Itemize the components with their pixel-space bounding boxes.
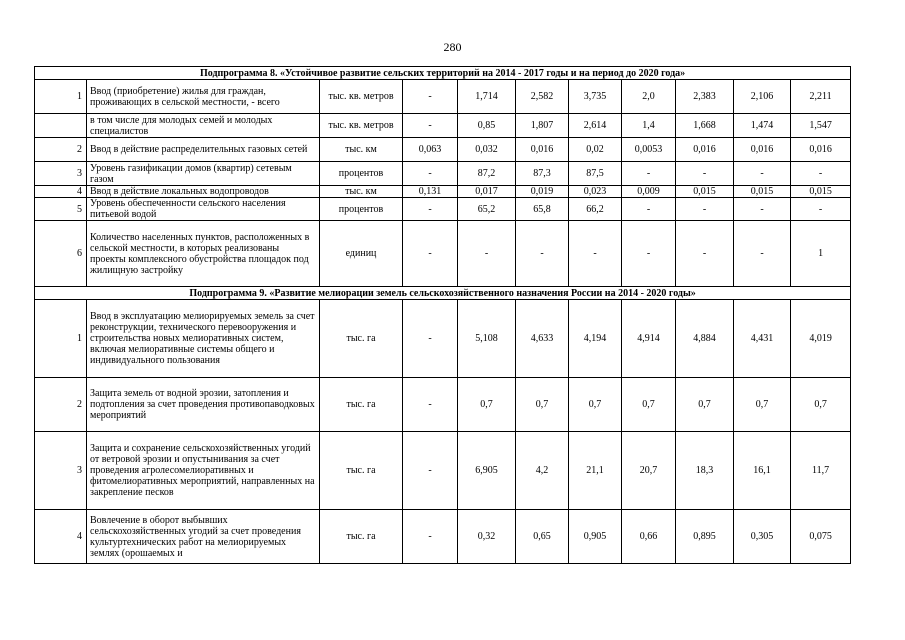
value-cell: 1,547 — [791, 114, 851, 138]
table-row — [35, 80, 851, 114]
row-number: 2 — [35, 378, 87, 432]
table-row — [35, 510, 851, 564]
value-cell: 0,015 — [734, 186, 791, 198]
value-cell: 4,914 — [622, 300, 676, 378]
value-cell: 0,131 — [403, 186, 458, 198]
row-number: 2 — [35, 138, 87, 162]
value-cell: 66,2 — [569, 198, 622, 221]
value-cell: 18,3 — [676, 432, 734, 510]
value-cell: 2,0 — [622, 80, 676, 114]
value-cell: 0,905 — [569, 510, 622, 564]
value-cell: 16,1 — [734, 432, 791, 510]
row-number: 1 — [35, 80, 87, 114]
unit-cell: тыс. км — [320, 138, 403, 162]
row-number: 3 — [35, 162, 87, 186]
row-number: 4 — [35, 186, 87, 198]
value-cell: 4,2 — [516, 432, 569, 510]
indicator-name: Уровень обеспеченности сельского населения питьевой водой — [87, 198, 320, 221]
value-cell: - — [403, 162, 458, 186]
value-cell: 0,305 — [734, 510, 791, 564]
row-number: 5 — [35, 198, 87, 221]
value-cell: - — [403, 80, 458, 114]
indicator-name: Ввод в действие локальных водопроводов — [87, 186, 320, 198]
row-number: 1 — [35, 300, 87, 378]
value-cell: - — [403, 198, 458, 221]
value-cell: 4,431 — [734, 300, 791, 378]
unit-cell: тыс. га — [320, 300, 403, 378]
value-cell: - — [569, 221, 622, 287]
value-cell: - — [403, 432, 458, 510]
value-cell: 5,108 — [458, 300, 516, 378]
indicator-name: в том числе для молодых семей и молодых специалистов — [87, 114, 320, 138]
unit-cell: тыс. га — [320, 432, 403, 510]
value-cell: 2,614 — [569, 114, 622, 138]
value-cell: 0,016 — [791, 138, 851, 162]
value-cell: 3,735 — [569, 80, 622, 114]
value-cell: 0,016 — [734, 138, 791, 162]
value-cell: 0,075 — [791, 510, 851, 564]
unit-cell: тыс. км — [320, 186, 403, 198]
value-cell: 2,582 — [516, 80, 569, 114]
value-cell: 65,8 — [516, 198, 569, 221]
value-cell: 0,85 — [458, 114, 516, 138]
value-cell: 0,016 — [516, 138, 569, 162]
table-row — [35, 114, 851, 138]
value-cell: - — [676, 162, 734, 186]
value-cell: - — [791, 162, 851, 186]
value-cell: 1,714 — [458, 80, 516, 114]
row-number: 4 — [35, 510, 87, 564]
value-cell: 2,211 — [791, 80, 851, 114]
value-cell: 0,0053 — [622, 138, 676, 162]
value-cell: - — [734, 198, 791, 221]
indicator-name: Количество населенных пунктов, расположенных в сельской местности, в которых реализованы проекты комплексного обустройства площадок под жилищную застройку — [87, 221, 320, 287]
value-cell: - — [791, 198, 851, 221]
value-cell: 2,106 — [734, 80, 791, 114]
unit-cell: тыс. кв. метров — [320, 80, 403, 114]
value-cell: - — [458, 221, 516, 287]
indicator-name: Уровень газификации домов (квартир) сетевым газом — [87, 162, 320, 186]
value-cell: 0,7 — [791, 378, 851, 432]
value-cell: 0,7 — [569, 378, 622, 432]
value-cell: - — [676, 198, 734, 221]
table-row — [35, 300, 851, 378]
value-cell: 87,2 — [458, 162, 516, 186]
value-cell: 0,009 — [622, 186, 676, 198]
value-cell: 0,019 — [516, 186, 569, 198]
value-cell: 4,194 — [569, 300, 622, 378]
value-cell: 0,7 — [676, 378, 734, 432]
value-cell: 87,3 — [516, 162, 569, 186]
value-cell: 6,905 — [458, 432, 516, 510]
value-cell: - — [676, 221, 734, 287]
value-cell: 65,2 — [458, 198, 516, 221]
value-cell: 21,1 — [569, 432, 622, 510]
value-cell: 0,02 — [569, 138, 622, 162]
section-header-row — [35, 67, 851, 80]
row-number — [35, 114, 87, 138]
value-cell: 4,884 — [676, 300, 734, 378]
value-cell: - — [516, 221, 569, 287]
value-cell: - — [622, 198, 676, 221]
indicators-table — [34, 66, 851, 564]
value-cell: - — [734, 162, 791, 186]
unit-cell: процентов — [320, 198, 403, 221]
value-cell: 11,7 — [791, 432, 851, 510]
indicator-name: Защита земель от водной эрозии, затопления и подтопления за счет проведения противопаводковых мероприятий — [87, 378, 320, 432]
indicator-name: Вовлечение в оборот выбывших сельскохозяйственных угодий за счет проведения культуртехнических работ на мелиорируемых землях (орошаемых и — [87, 510, 320, 564]
value-cell: 87,5 — [569, 162, 622, 186]
value-cell: 0,7 — [516, 378, 569, 432]
indicator-name: Ввод в действие распределительных газовых сетей — [87, 138, 320, 162]
value-cell: - — [403, 221, 458, 287]
value-cell: 0,015 — [676, 186, 734, 198]
value-cell: 4,633 — [516, 300, 569, 378]
value-cell: - — [622, 162, 676, 186]
value-cell: - — [403, 510, 458, 564]
indicator-name: Ввод (приобретение) жилья для граждан, проживающих в сельской местности, - всего — [87, 80, 320, 114]
value-cell: - — [622, 221, 676, 287]
table-row — [35, 378, 851, 432]
table-row — [35, 162, 851, 186]
unit-cell: тыс. га — [320, 510, 403, 564]
row-number: 6 — [35, 221, 87, 287]
value-cell: 1,4 — [622, 114, 676, 138]
section-title: Подпрограмма 9. «Развитие мелиорации земель сельскохозяйственного назначения России на 2014 - 2020 годы» — [35, 287, 851, 300]
value-cell: - — [734, 221, 791, 287]
value-cell: 0,7 — [622, 378, 676, 432]
table-row — [35, 186, 851, 198]
table-row — [35, 138, 851, 162]
value-cell: 0,016 — [676, 138, 734, 162]
value-cell: 0,32 — [458, 510, 516, 564]
value-cell: 0,017 — [458, 186, 516, 198]
value-cell: 0,063 — [403, 138, 458, 162]
value-cell: - — [403, 114, 458, 138]
value-cell: - — [403, 300, 458, 378]
indicator-name: Защита и сохранение сельскохозяйственных угодий от ветровой эрозии и опустынивания за счет проведения агролесомелиоративных и фитомелиоративных мероприятий, направленных на закрепление песков — [87, 432, 320, 510]
value-cell: 2,383 — [676, 80, 734, 114]
unit-cell: единиц — [320, 221, 403, 287]
value-cell: 1,807 — [516, 114, 569, 138]
section-header-row — [35, 287, 851, 300]
page-number: 280 — [443, 40, 462, 54]
value-cell: 0,895 — [676, 510, 734, 564]
value-cell: 0,7 — [734, 378, 791, 432]
value-cell: 0,015 — [791, 186, 851, 198]
table-row — [35, 221, 851, 287]
unit-cell: процентов — [320, 162, 403, 186]
unit-cell: тыс. га — [320, 378, 403, 432]
value-cell: 4,019 — [791, 300, 851, 378]
unit-cell: тыс. кв. метров — [320, 114, 403, 138]
value-cell: 0,65 — [516, 510, 569, 564]
table-row — [35, 432, 851, 510]
value-cell: 0,023 — [569, 186, 622, 198]
section-title: Подпрограмма 8. «Устойчивое развитие сельских территорий на 2014 - 2017 годы и на период до 2020 года» — [35, 67, 851, 80]
value-cell: 20,7 — [622, 432, 676, 510]
indicator-name: Ввод в эксплуатацию мелиорируемых земель за счет реконструкции, технического перевооружения и строительства новых мелиоративных систем, включая мелиоративные системы общего и индивидуального пользования — [87, 300, 320, 378]
value-cell: 0,7 — [458, 378, 516, 432]
value-cell: 1,474 — [734, 114, 791, 138]
value-cell: 1,668 — [676, 114, 734, 138]
value-cell: 0,032 — [458, 138, 516, 162]
value-cell: 1 — [791, 221, 851, 287]
value-cell: - — [403, 378, 458, 432]
value-cell: 0,66 — [622, 510, 676, 564]
table-row — [35, 198, 851, 221]
row-number: 3 — [35, 432, 87, 510]
